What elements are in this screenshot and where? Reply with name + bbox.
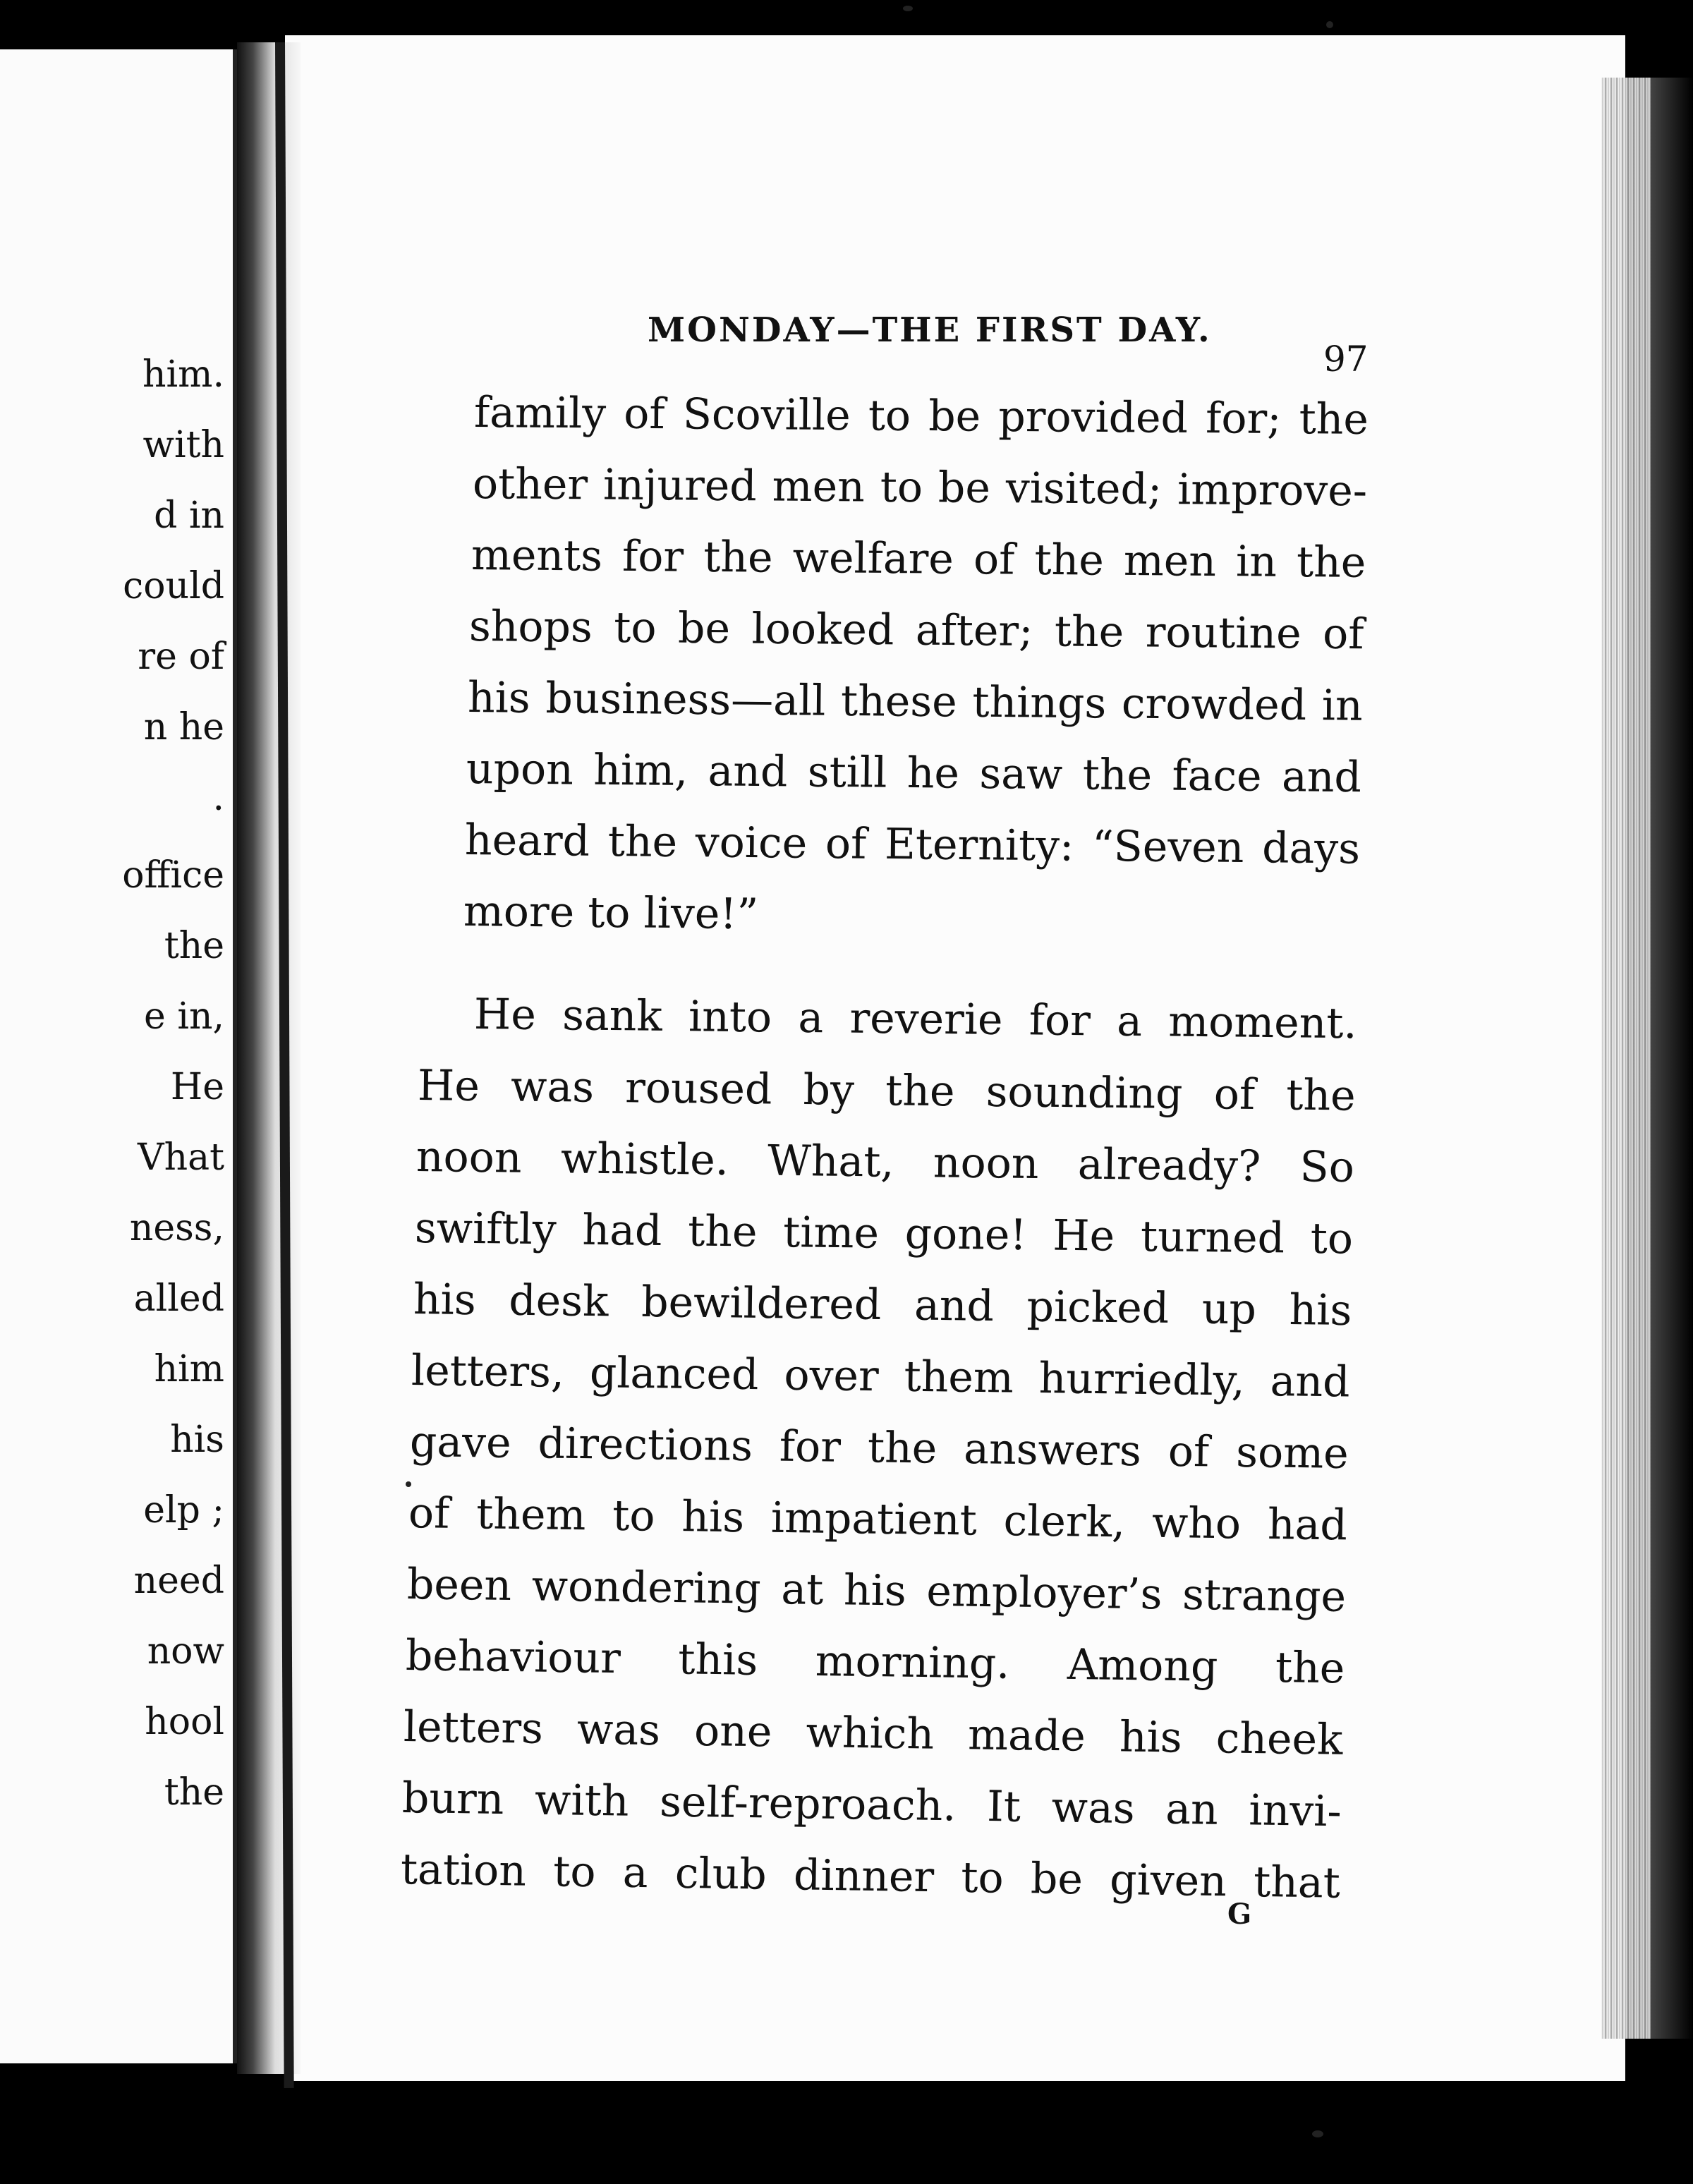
left-page-line: could	[123, 565, 224, 607]
left-page-line: d in	[154, 495, 224, 537]
scan-speck	[1312, 2130, 1323, 2137]
body-text-line: of them to his impatient clerk, who had	[408, 1488, 1348, 1551]
body-text-line: letters, glanced over them hurriedly, and	[411, 1346, 1351, 1407]
left-page-line: .	[212, 777, 224, 819]
scan-speck	[406, 1481, 411, 1487]
body-text-line: tation to a club dinner to be given that	[400, 1845, 1341, 1908]
page-number: 97	[1323, 339, 1369, 380]
left-page-line: with	[142, 424, 224, 466]
body-text-line: been wondering at his employer’s strange	[406, 1560, 1347, 1622]
running-head: MONDAY—THE FIRST DAY.	[648, 310, 1212, 350]
left-page-line: ness,	[129, 1207, 224, 1249]
left-page-line: e in,	[144, 995, 224, 1038]
left-page-line: the	[164, 925, 224, 967]
left-page-line: him.	[142, 353, 224, 396]
left-page-line: Vhat	[138, 1136, 224, 1179]
body-text-line: other injured men to be visited; improve-	[472, 459, 1368, 516]
body-text-line: upon him, and still he saw the face and	[466, 744, 1362, 803]
left-page-line: He	[170, 1066, 224, 1108]
body-text-line: ments for the welfare of the men in the	[471, 530, 1366, 588]
body-text-line: heard the voice of Eternity: “Seven days	[464, 815, 1361, 874]
left-page-line: his	[170, 1419, 224, 1461]
body-text-line: shops to be looked after; the routine of	[469, 602, 1365, 660]
left-page-line: n he	[143, 706, 224, 748]
body-text-line: family of Scoville to be provided for; the	[473, 388, 1369, 444]
body-text-line: swiftly had the time gone! He turned to	[414, 1203, 1354, 1264]
body-text-line: He sank into a reverie for a moment.	[474, 990, 1358, 1049]
left-page-line: re of	[138, 636, 224, 678]
body-text-line: gave directions for the answers of some	[409, 1417, 1349, 1479]
scan-speck	[1326, 21, 1333, 28]
left-page-line: hool	[145, 1701, 224, 1743]
body-text-line: noon whistle. What, noon already? So	[415, 1132, 1355, 1193]
left-page-line: now	[147, 1630, 224, 1673]
body-text-line: burn with self-reproach. It was an invi-	[401, 1773, 1342, 1837]
scan-speck	[903, 6, 913, 11]
body-text-line: his desk bewildered and picked up his	[413, 1275, 1352, 1336]
body-text-line: behaviour this morning. Among the	[405, 1631, 1345, 1694]
left-page-line: office	[122, 854, 224, 897]
left-page-line: need	[133, 1560, 224, 1602]
left-page-line: him	[154, 1348, 224, 1390]
body-text-line: more to live!”	[463, 887, 759, 940]
body-text-line: He was roused by the sounding of the	[417, 1061, 1357, 1121]
left-page-line: elp ;	[143, 1489, 224, 1531]
body-text-line: his business—all these things crowded in	[467, 673, 1364, 731]
left-page-line: the	[164, 1771, 224, 1814]
body-text-line: letters was one which made his cheek	[403, 1702, 1344, 1765]
signature-mark: G	[1227, 1898, 1252, 1931]
left-page-line: alled	[133, 1278, 224, 1320]
